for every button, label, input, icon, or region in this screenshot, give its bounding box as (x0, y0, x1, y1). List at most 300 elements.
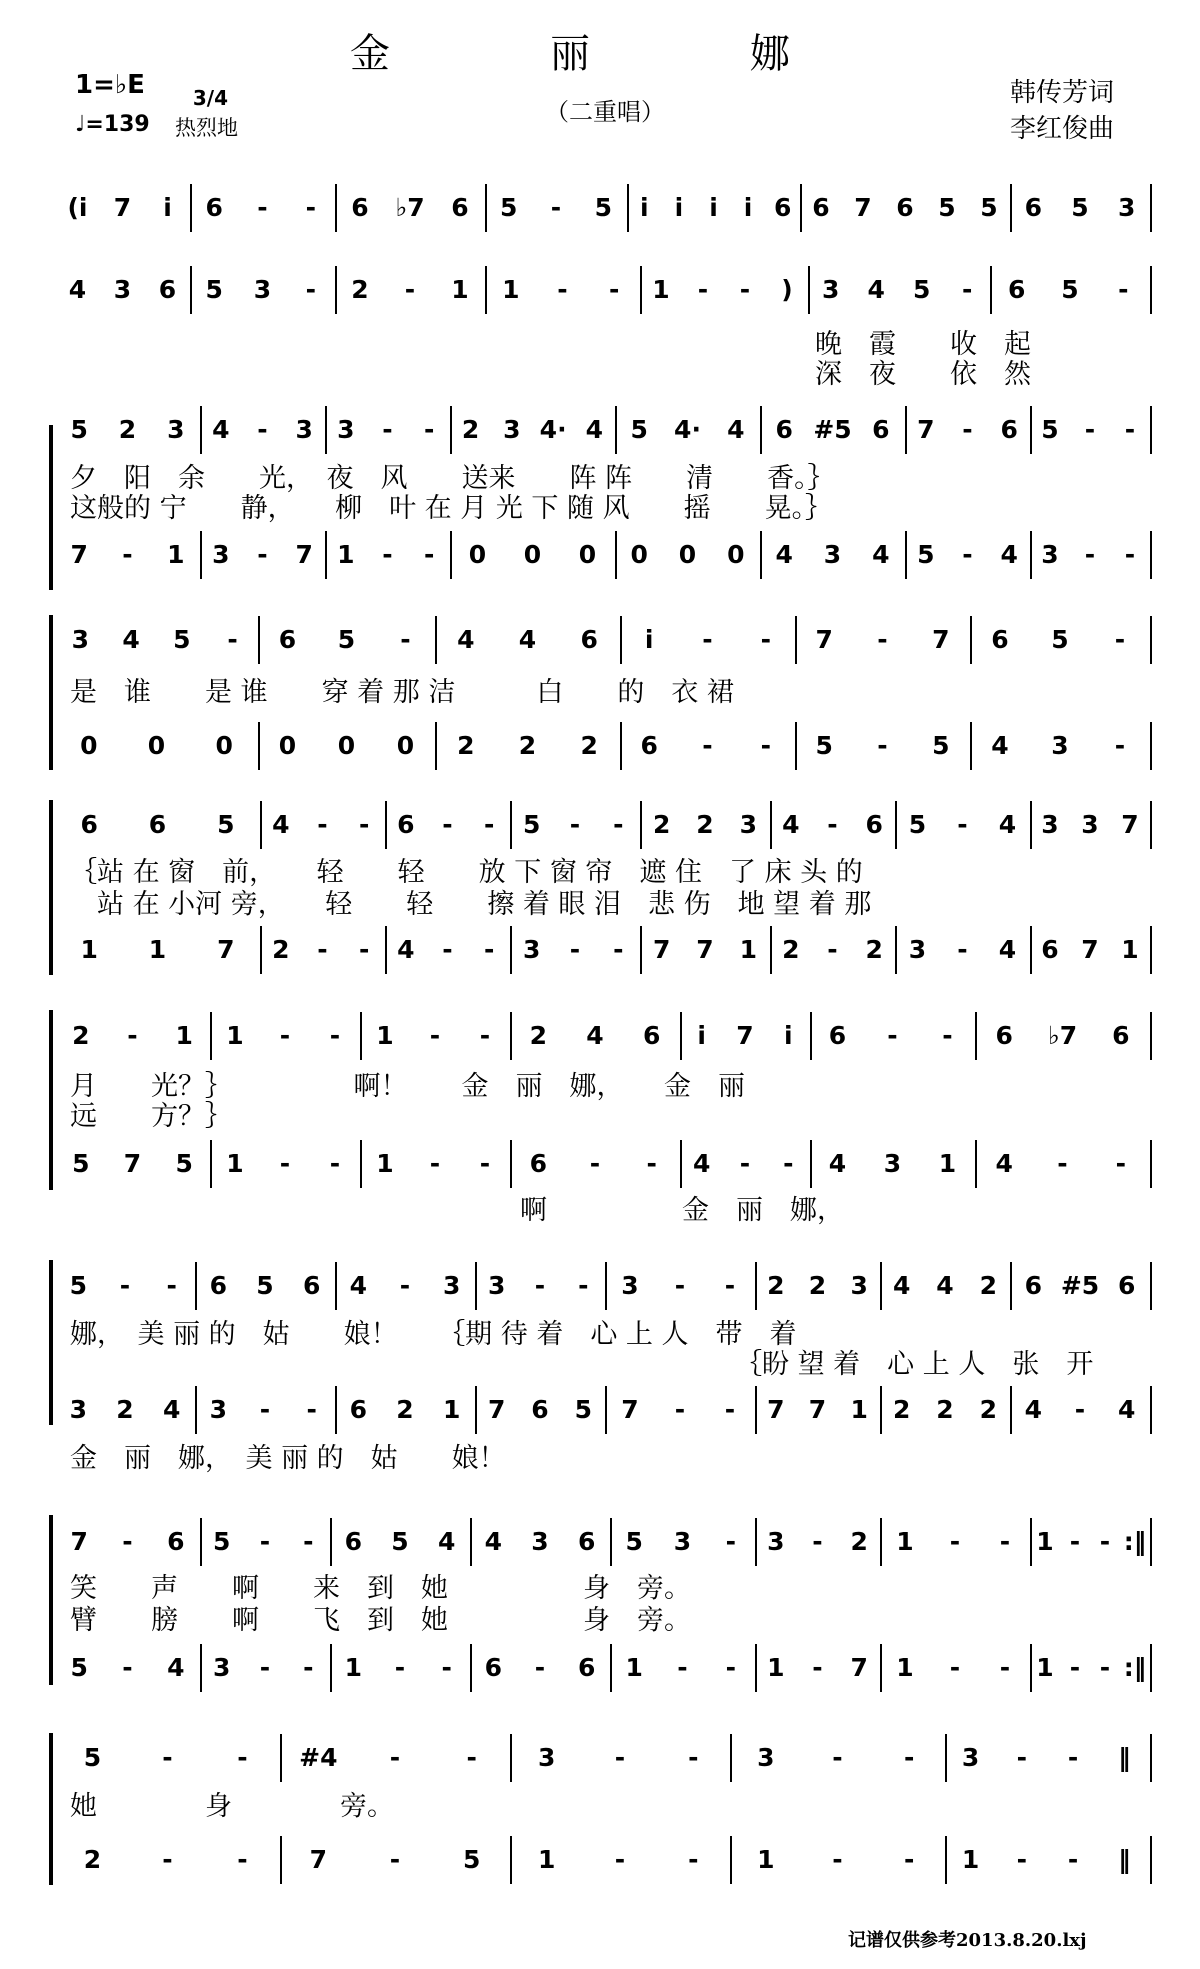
bar-line (1030, 531, 1032, 579)
bar-line (810, 1140, 812, 1188)
note: - (949, 1653, 961, 1682)
bar-line (730, 1734, 732, 1782)
note: - (739, 275, 751, 304)
note: - (962, 275, 973, 304)
note: - (832, 1743, 843, 1772)
bar-line (1010, 184, 1012, 232)
note: 3 (69, 1395, 88, 1424)
melody-line (0, 1146, 1200, 1182)
note: 7 (854, 193, 872, 222)
note: - (688, 1743, 699, 1772)
note: 5 (205, 275, 223, 304)
note: 6 (872, 415, 890, 444)
key-signature: 1=♭E (75, 70, 145, 100)
note: - (479, 1021, 491, 1050)
note: 6 (148, 810, 167, 839)
note: - (1057, 1149, 1068, 1178)
note: 5 (70, 415, 88, 444)
note: 4 (995, 1149, 1013, 1178)
note: - (677, 1653, 688, 1682)
bar-line (945, 1734, 947, 1782)
note: - (423, 540, 435, 569)
note: 1 (226, 1021, 244, 1050)
note: - (466, 1743, 477, 1772)
lyric-line: 这般的 宁 静， 柳 叶 在 月 光 下 随 风 摇 晃。｝ (70, 493, 833, 524)
note: 5 (1041, 415, 1059, 444)
note: - (999, 1653, 1011, 1682)
note: 5 (815, 731, 833, 760)
bar-line (760, 406, 762, 454)
note: - (739, 1149, 751, 1178)
note: - (534, 1271, 546, 1300)
note: - (725, 1653, 737, 1682)
note: 0 (468, 540, 487, 569)
bar-line (485, 184, 487, 232)
note: 1 (757, 1845, 775, 1874)
note: - (259, 1653, 271, 1682)
note: 7 (736, 1021, 754, 1050)
melody-line (0, 412, 1200, 448)
bar-line (200, 531, 202, 579)
note: i (784, 1021, 793, 1050)
note: - (1124, 415, 1136, 444)
bar-line (880, 1644, 882, 1692)
note: 6 (991, 625, 1009, 654)
note: - (483, 935, 495, 964)
note: i (743, 193, 753, 222)
melody-line (0, 190, 1200, 226)
note: - (279, 1021, 291, 1050)
note: 1 (451, 275, 469, 304)
note: - (237, 1743, 248, 1772)
note: - (697, 275, 709, 304)
note: 0 (278, 731, 297, 760)
note: 4· (674, 415, 701, 444)
note: - (317, 935, 328, 964)
note: 5 (72, 1149, 90, 1178)
note: 6 (1000, 415, 1018, 444)
note: 4 (828, 1149, 847, 1178)
note: 6 (80, 810, 98, 839)
note: 6 (640, 731, 658, 760)
note: 1 (226, 1149, 244, 1178)
note: 0 (215, 731, 233, 760)
note: - (724, 1271, 736, 1300)
note: - (162, 1845, 173, 1874)
note: 5 (980, 193, 998, 222)
note: 1 (1036, 1527, 1054, 1556)
note: 2 (518, 731, 537, 760)
bar-line (190, 184, 192, 232)
note: 0 (523, 540, 542, 569)
bar-line (330, 1518, 332, 1566)
bar-line (755, 1386, 757, 1434)
time-signature-value: 3/4 (192, 86, 228, 110)
note: 6 (1117, 1271, 1136, 1300)
note: #4 (299, 1743, 338, 1772)
note: - (949, 1527, 961, 1556)
note: - (534, 1653, 546, 1682)
note: 3 (71, 625, 90, 654)
note: - (358, 935, 370, 964)
note: 7 (217, 935, 235, 964)
note: 1 (376, 1149, 394, 1178)
bar-line (895, 926, 897, 974)
note: 6 (351, 193, 369, 222)
bar-line (258, 616, 260, 664)
note: - (279, 1149, 291, 1178)
bar-line (435, 616, 437, 664)
melody-line (0, 537, 1200, 573)
note: - (305, 275, 317, 304)
subtitle: （二重唱） (545, 98, 665, 126)
note: - (957, 935, 968, 964)
bar-line (200, 1644, 202, 1692)
note: 5 (70, 1653, 88, 1682)
note: - (382, 540, 393, 569)
bar-line (945, 1836, 947, 1884)
note: 3 (757, 1743, 775, 1772)
note: - (237, 1845, 248, 1874)
note: 4 (1000, 540, 1018, 569)
bar-line (610, 1644, 612, 1692)
bar-line (810, 1012, 812, 1060)
note: 4 (162, 1395, 181, 1424)
note: - (329, 1021, 341, 1050)
note: - (305, 193, 317, 222)
bar-line (470, 1518, 472, 1566)
melody-line (0, 1268, 1200, 1304)
bar-line (475, 1386, 477, 1434)
note: 6 (484, 1653, 503, 1682)
note: 3 (442, 1271, 461, 1300)
note: 4 (212, 415, 230, 444)
bar-line (755, 1518, 757, 1566)
bar-line (435, 722, 437, 770)
note: ‖ (1118, 1845, 1131, 1874)
bar-line (880, 1386, 882, 1434)
note: 6 (995, 1021, 1013, 1050)
note: - (557, 275, 568, 304)
bar-line (1150, 1644, 1152, 1692)
note: - (613, 810, 624, 839)
bar-line (335, 1262, 337, 1310)
note: - (404, 275, 416, 304)
note: - (725, 1527, 737, 1556)
melody-line (0, 272, 1200, 308)
note: 5 (630, 415, 648, 444)
note: - (400, 625, 411, 654)
note: 5 (938, 193, 956, 222)
note: 1 (625, 1653, 643, 1682)
melody-line (0, 932, 1200, 968)
note: 5 (917, 540, 935, 569)
note: 4 (484, 1527, 503, 1556)
note: 7 (1081, 935, 1099, 964)
note: 4 (872, 540, 890, 569)
bar-line (258, 722, 260, 770)
lyric-line: ｛盼 望 着 心 上 人 张 开 (735, 1349, 1094, 1380)
note: 1 (148, 935, 167, 964)
note: 3 (253, 275, 272, 304)
bar-line (485, 266, 487, 314)
note: 2 (979, 1271, 998, 1300)
bar-line (970, 616, 972, 664)
note: 6 (205, 193, 223, 222)
note: 6 (531, 1395, 549, 1424)
lyricist: 韩传芳词 (1010, 78, 1115, 108)
bar-line (615, 406, 617, 454)
note: :‖ (1123, 1527, 1147, 1556)
note: - (1069, 1527, 1081, 1556)
melody-line (0, 1524, 1200, 1560)
system-bracket (49, 800, 53, 975)
bar-line (1150, 1012, 1152, 1060)
bar-line (280, 1836, 282, 1884)
note: #5 (1060, 1271, 1100, 1300)
note: ) (781, 275, 793, 304)
note: 4 (991, 731, 1009, 760)
note: 6 (451, 193, 469, 222)
note: 7 (70, 540, 88, 569)
note: - (688, 1845, 699, 1874)
bar-line (510, 1140, 512, 1188)
note: - (614, 1845, 626, 1874)
note: 7 (652, 935, 671, 964)
note: 2 (580, 731, 598, 760)
note: 4 (892, 1271, 911, 1300)
note: - (569, 810, 581, 839)
bar-line (335, 1386, 337, 1434)
bar-line (470, 1644, 472, 1692)
bar-line (770, 926, 772, 974)
bar-line (260, 801, 262, 849)
note: - (259, 1395, 271, 1424)
bar-line (975, 1140, 977, 1188)
note: - (429, 1021, 441, 1050)
bar-line (620, 616, 622, 664)
note: 6 (865, 810, 883, 839)
note: 2 (272, 935, 290, 964)
note: 4 (68, 275, 87, 304)
bar-line (1030, 406, 1032, 454)
note: 0 (396, 731, 415, 760)
melody-line (0, 1018, 1200, 1054)
note: 4 (1024, 1395, 1043, 1424)
bar-line (1030, 1518, 1032, 1566)
note: 3 (167, 415, 185, 444)
note: 7 (696, 935, 714, 964)
note: - (783, 1149, 794, 1178)
note: - (257, 193, 268, 222)
note: 2 (767, 1271, 785, 1300)
note: - (382, 415, 393, 444)
lyric-line: 娜， 美 丽 的 姑 娘！ ｛期 待 着 心 上 人 带 着 (70, 1319, 797, 1350)
note: 2 (652, 810, 671, 839)
system-bracket (49, 1010, 53, 1190)
note: 5 (391, 1527, 409, 1556)
bar-line (195, 1262, 197, 1310)
bar-line (755, 1262, 757, 1310)
note: 4 (998, 810, 1017, 839)
note: - (1074, 1395, 1086, 1424)
bar-line (880, 1518, 882, 1566)
note: 5 (625, 1527, 643, 1556)
bar-line (1150, 722, 1152, 770)
note: 7 (295, 540, 313, 569)
note: 7 (767, 1395, 785, 1424)
note: 3 (531, 1527, 549, 1556)
note: 1 (896, 1527, 914, 1556)
note: 6 (828, 1021, 847, 1050)
lyric-line: 远 方？｝ (70, 1101, 232, 1132)
note: 4 (518, 625, 537, 654)
note: 4 (867, 275, 885, 304)
bar-line (640, 801, 642, 849)
bar-line (760, 531, 762, 579)
bar-line (450, 406, 452, 454)
note: 5 (1051, 625, 1069, 654)
note: 1 (376, 1021, 394, 1050)
bar-line (325, 531, 327, 579)
note: - (389, 1743, 401, 1772)
note: 1 (344, 1653, 363, 1682)
bar-line (385, 801, 387, 849)
song-title: 金 丽 娜 (350, 31, 850, 77)
note: 2 (696, 810, 714, 839)
note: 3 (503, 415, 521, 444)
bar-line (605, 1386, 607, 1434)
lyric-line: 她 身 旁。 (70, 1791, 394, 1822)
note: 7 (1121, 810, 1139, 839)
note: 3 (767, 1527, 785, 1556)
bar-line (510, 926, 512, 974)
note: - (399, 1271, 411, 1300)
note: 0 (147, 731, 166, 760)
note: 2 (979, 1395, 998, 1424)
melody-line (0, 1842, 1200, 1878)
melody-line (0, 807, 1200, 843)
bar-line (280, 1734, 282, 1782)
note: 0 (578, 540, 597, 569)
note: 4 (727, 415, 745, 444)
note: 2 (936, 1395, 954, 1424)
expression-mark: 热烈地 (175, 116, 238, 140)
note: 4 (586, 1021, 604, 1050)
bar-line (895, 801, 897, 849)
note: 0 (727, 540, 745, 569)
note: ♭7 (1047, 1021, 1078, 1050)
note: 1 (652, 275, 670, 304)
note: 4 (782, 810, 800, 839)
note: 2 (396, 1395, 414, 1424)
note: 6 (642, 1021, 661, 1050)
note: 6 (896, 193, 914, 222)
note: 1 (1036, 1653, 1054, 1682)
note: 6 (1041, 935, 1059, 964)
note: - (827, 935, 838, 964)
note: - (479, 1149, 491, 1178)
bar-line (880, 1262, 882, 1310)
note: 6 (302, 1271, 321, 1300)
system-bracket (49, 1260, 53, 1425)
bar-line (970, 722, 972, 770)
note: 2 (83, 1845, 102, 1874)
note: 0 (337, 731, 356, 760)
note: 5 (499, 193, 518, 222)
bar-line (990, 266, 992, 314)
note: 6 (167, 1527, 185, 1556)
note: - (760, 731, 772, 760)
note: (i (67, 193, 88, 222)
note: 2 (865, 935, 883, 964)
note: - (1069, 1653, 1081, 1682)
note: - (389, 1845, 401, 1874)
note: 2 (116, 1395, 134, 1424)
note: i (644, 625, 654, 654)
note: 3 (113, 275, 132, 304)
note: - (1118, 275, 1129, 304)
note: - (877, 731, 888, 760)
note: - (674, 1271, 686, 1300)
bar-line (1150, 1518, 1152, 1566)
bar-line (1150, 616, 1152, 664)
bar-line (640, 926, 642, 974)
bar-line (605, 1262, 607, 1310)
bar-line (335, 266, 337, 314)
note: 6 (209, 1271, 228, 1300)
note: 6 (278, 625, 297, 654)
note: 2 (782, 935, 800, 964)
note: - (257, 415, 268, 444)
bar-line (1150, 1140, 1152, 1188)
note: 4 (457, 625, 475, 654)
note: - (646, 1149, 657, 1178)
note: - (962, 540, 973, 569)
note: 2 (808, 1271, 827, 1300)
note: - (962, 415, 973, 444)
bar-line (1150, 1262, 1152, 1310)
note: - (1099, 1527, 1111, 1556)
note: - (903, 1743, 915, 1772)
note: - (812, 1527, 823, 1556)
note: 3 (1117, 193, 1136, 222)
note: 1 (502, 275, 520, 304)
note: - (166, 1271, 177, 1300)
note: 5 (83, 1743, 102, 1772)
note: i (697, 1021, 706, 1050)
note: :‖ (1123, 1653, 1147, 1682)
note: - (674, 1395, 686, 1424)
bar-line (1010, 1262, 1012, 1310)
bar-line (1150, 1734, 1152, 1782)
note: - (423, 415, 435, 444)
note: 7 (123, 1149, 142, 1178)
note: 1 (739, 935, 758, 964)
note: i (163, 193, 172, 222)
bar-line (510, 801, 512, 849)
bar-line (360, 1012, 362, 1060)
note: 6 (580, 625, 598, 654)
note: 6 (1007, 275, 1026, 304)
bar-line (360, 1140, 362, 1188)
note: 6 (1024, 1271, 1043, 1300)
note: - (1016, 1845, 1028, 1874)
note: 1 (1121, 935, 1139, 964)
note: - (702, 625, 713, 654)
bar-line (755, 1644, 757, 1692)
note: 4 (998, 935, 1017, 964)
